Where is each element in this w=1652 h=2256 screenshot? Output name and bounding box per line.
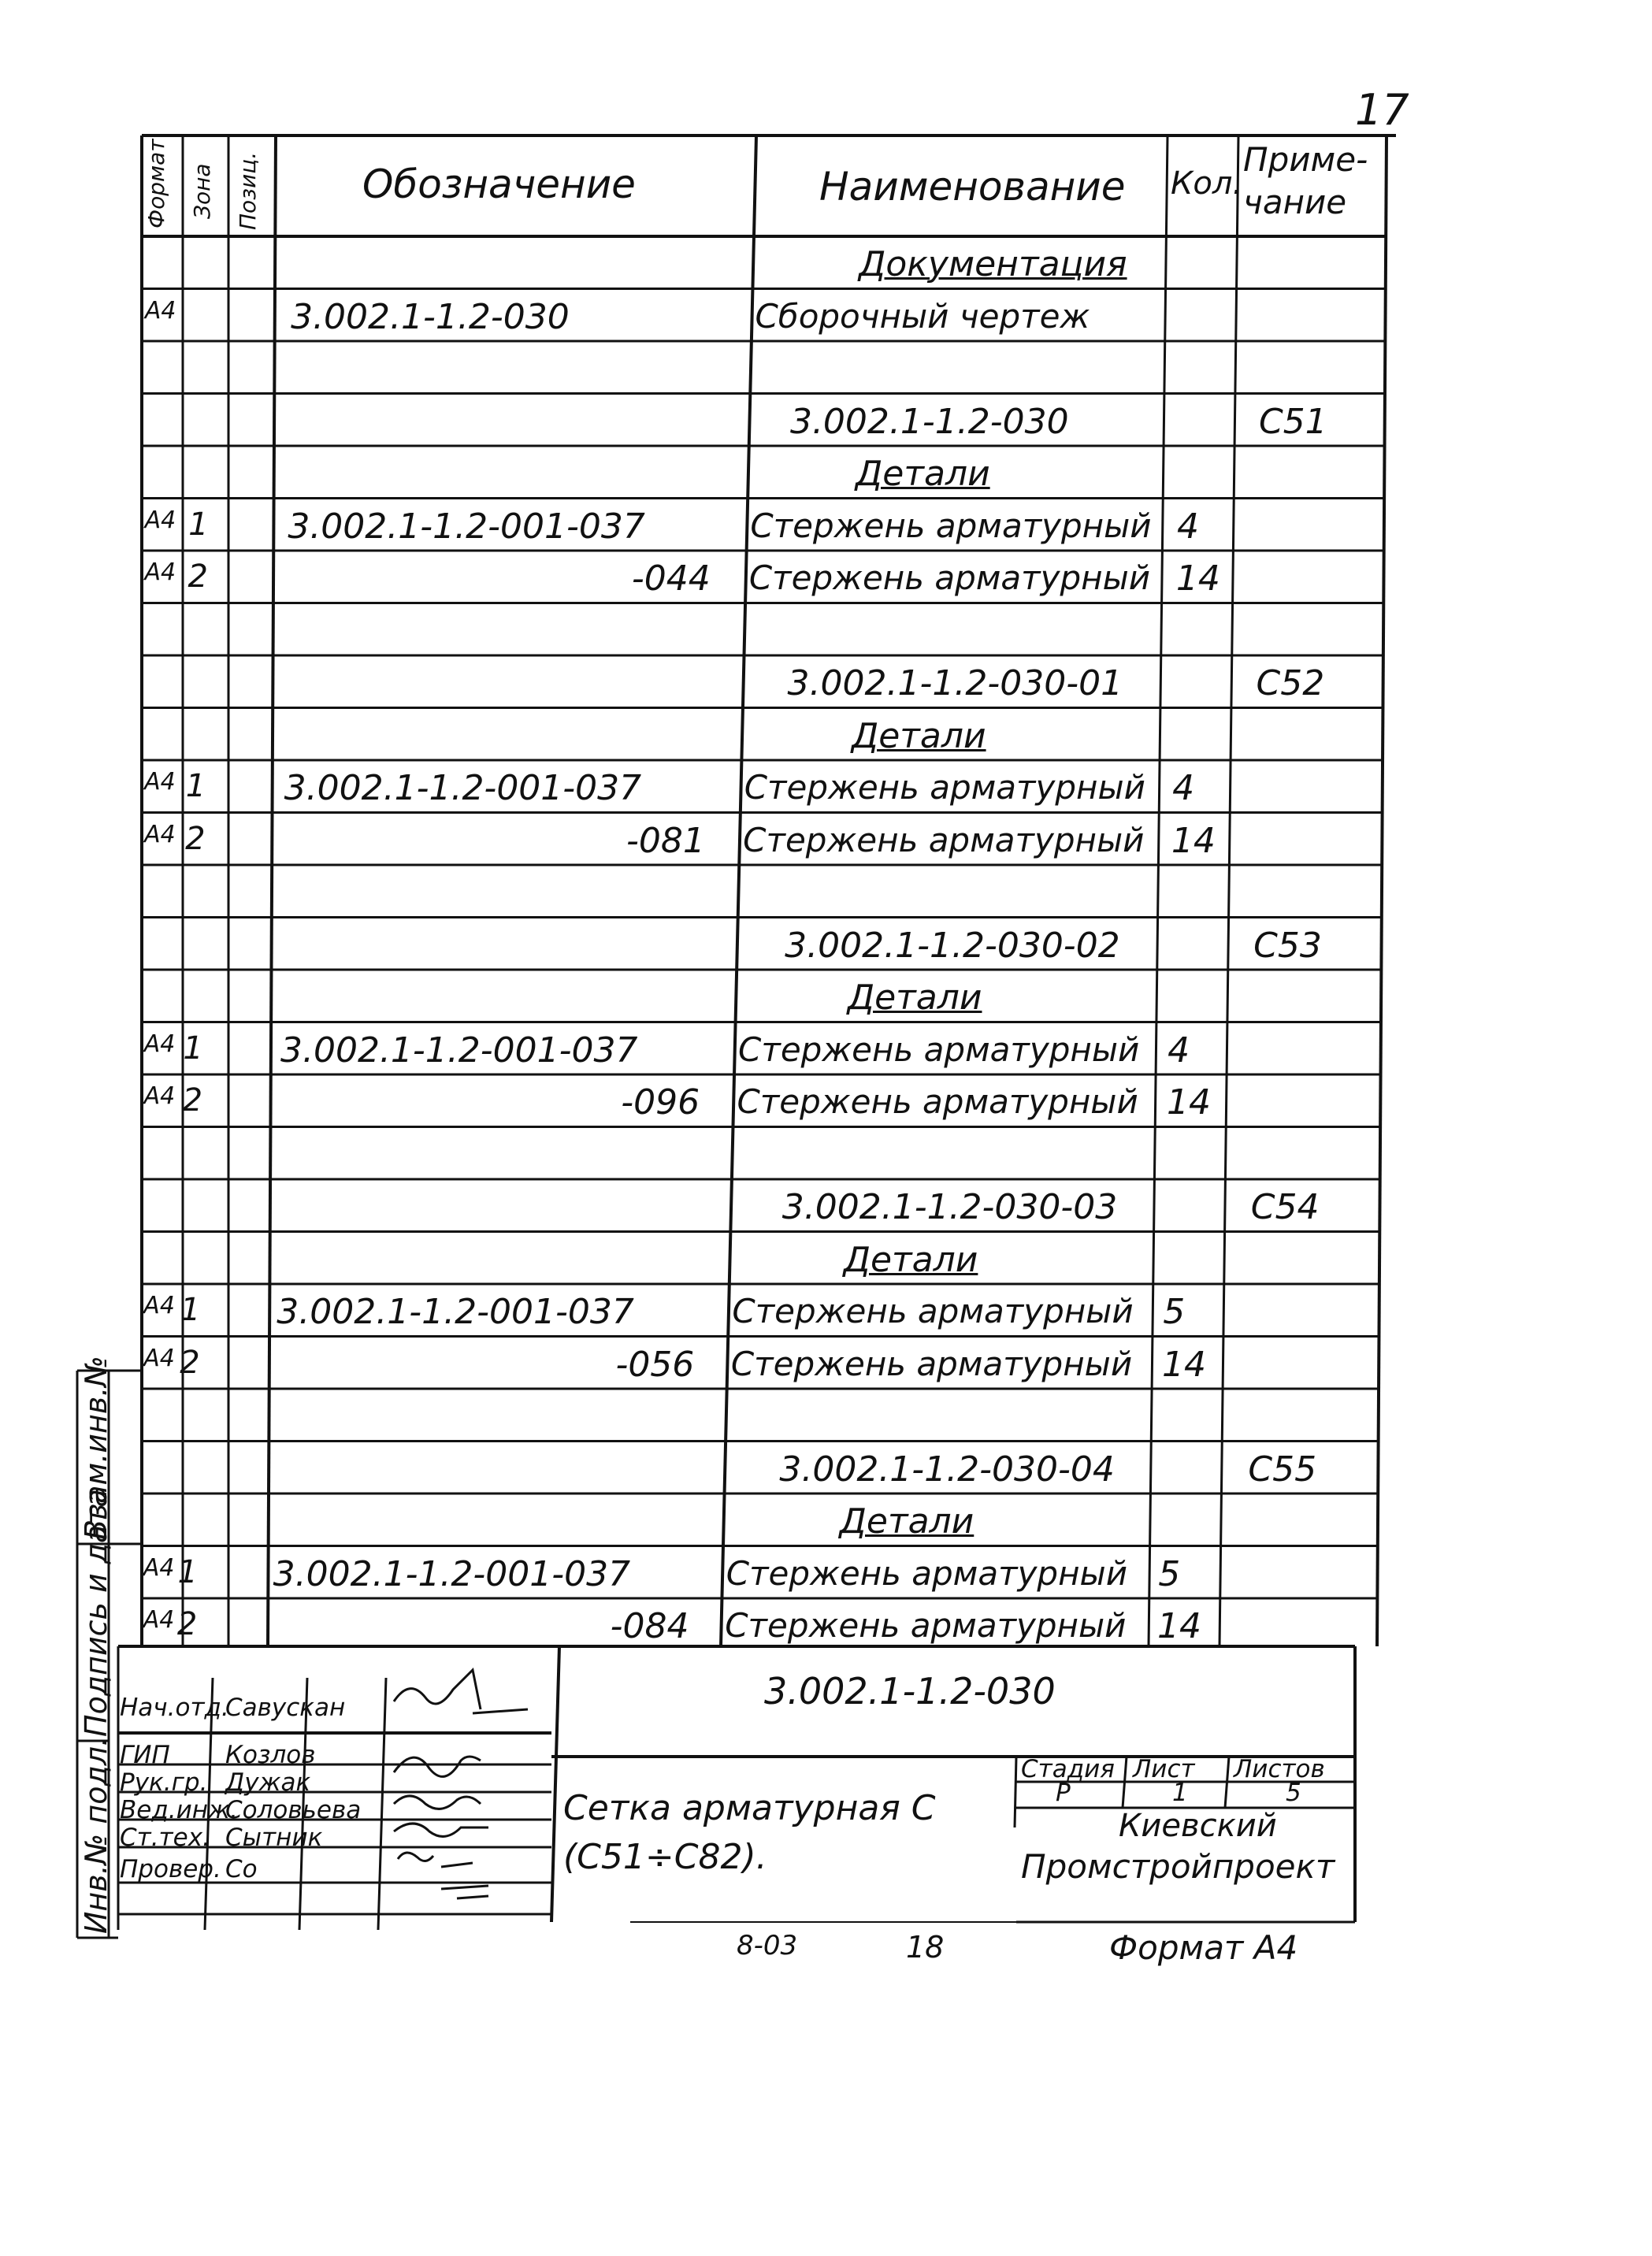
cell-name-section: Детали [851,715,986,756]
title-sheet: 1 [1172,1779,1188,1807]
cell-note: С55 [1248,1449,1317,1490]
cell-designation: -084 [610,1606,689,1646]
cell-name: Стержень арматурный [750,506,1152,545]
title-sheets: 5 [1286,1779,1301,1807]
cell-format: А4 [144,558,176,586]
cell-format: А4 [143,1292,175,1319]
cell-name: Сборочный чертеж [755,296,1090,336]
role-person: Козлов [225,1741,316,1769]
cell-designation: -081 [626,820,705,861]
cell-designation: -096 [621,1082,700,1122]
cell-qty: 5 [1163,1292,1186,1332]
title-org-line2: Промстройпроект [1021,1847,1335,1886]
cell-note: С52 [1256,663,1325,703]
role-title: ГИП [120,1741,170,1769]
cell-name-section: Детали [839,1501,974,1542]
cell-qty: 14 [1166,1082,1211,1122]
cell-designation: 3.002.1-1.2-001-037 [288,506,645,547]
cell-note: С53 [1253,925,1322,966]
cell-designation: 3.002.1-1.2-030 [291,296,570,337]
cell-format: А4 [143,1082,176,1110]
side-replace-inv: Взам.инв.№ [79,1356,113,1540]
cell-format: А4 [144,820,176,848]
role-title: Рук.гр. [120,1768,208,1797]
role-title: Вед.инж. [120,1796,238,1824]
cell-designation: 3.002.1-1.2-001-037 [280,1030,638,1070]
title-stage: Р [1056,1779,1071,1807]
cell-name-section: Детали [843,1239,978,1280]
cell-qty: 14 [1162,1344,1206,1385]
cell-designation: 3.002.1-1.2-001-037 [277,1292,634,1332]
cell-name: Стержень арматурный [732,1292,1134,1330]
cell-qty: 14 [1175,558,1220,599]
header-format: Формат [143,139,169,228]
footer-code: 8-03 [737,1930,798,1961]
title-sheet-label: Лист [1133,1755,1195,1783]
side-inv-orig: Инв.№ подл. [79,1736,113,1934]
cell-qty: 14 [1171,820,1216,861]
cell-format: А4 [143,1553,175,1582]
title-doc-code: 3.002.1-1.2-030 [764,1670,1056,1712]
cell-name: Стержень арматурный [738,1030,1140,1069]
cell-format: А4 [143,1344,175,1372]
cell-format: А4 [143,1606,175,1634]
header-designation: Обозначение [362,161,636,207]
cell-designation: -056 [615,1344,695,1385]
cell-qty: 14 [1157,1606,1202,1646]
role-person: Савускан [225,1694,346,1722]
cell-name-variant: 3.002.1-1.2-030-01 [787,663,1123,703]
cell-name-variant: 3.002.1-1.2-030-03 [781,1187,1118,1227]
footer-format: Формат А4 [1109,1928,1298,1967]
header-qty: Кол. [1171,165,1243,202]
title-stage-label: Стадия [1021,1755,1115,1783]
cell-designation: 3.002.1-1.2-001-037 [273,1553,631,1594]
title-line2: (С51÷С82). [563,1837,767,1877]
footer-number: 18 [906,1930,945,1965]
header-zone: Зона [189,163,215,219]
role-title: Ст.тех. [120,1824,210,1852]
cell-name-variant: 3.002.1-1.2-030-04 [779,1449,1115,1490]
page-number: 17 [1355,85,1409,135]
cell-designation: -044 [631,558,711,599]
cell-qty: 5 [1158,1553,1181,1594]
header-position: Позиц. [235,151,261,230]
title-line1: Сетка арматурная С [563,1788,936,1828]
cell-name-section: Детали [847,978,982,1018]
title-sheets-label: Листов [1234,1755,1325,1783]
cell-note: С51 [1258,401,1327,442]
cell-name: Стержень арматурный [725,1606,1127,1645]
cell-qty: 4 [1172,768,1195,808]
cell-name-variant: 3.002.1-1.2-030-02 [785,925,1120,966]
cell-name-section: Документация [859,244,1127,284]
cell-qty: 4 [1168,1030,1190,1070]
cell-format: А4 [143,1030,176,1058]
header-note-line1: Приме- [1243,140,1368,179]
title-org-line1: Киевский [1119,1808,1277,1844]
role-title: Нач.отд. [120,1694,229,1722]
cell-name-variant: 3.002.1-1.2-030 [789,401,1069,442]
cell-note: С54 [1250,1187,1320,1227]
cell-qty: 4 [1177,506,1200,547]
cell-name: Стержень арматурный [744,768,1145,807]
cell-format: А4 [144,506,176,534]
cell-name-section: Детали [855,454,990,494]
role-person: Соловьева [225,1796,362,1824]
side-sign-date: Подпись и дата [79,1489,113,1737]
header-note-line2: чание [1243,183,1347,221]
cell-name: Стержень арматурный [748,558,1151,597]
cell-format: А4 [144,296,176,325]
cell-format: А4 [144,768,176,796]
role-person: Дужак [225,1768,311,1797]
role-person: Сытник [225,1824,323,1852]
role-person: Со [225,1855,258,1883]
cell-name: Стержень арматурный [726,1553,1127,1593]
cell-name: Стержень арматурный [743,820,1145,859]
header-name: Наименование [819,164,1126,210]
cell-name: Стержень арматурный [730,1344,1133,1383]
cell-designation: 3.002.1-1.2-001-037 [284,768,642,808]
role-title: Провер. [120,1855,221,1883]
cell-name: Стержень арматурный [737,1082,1138,1121]
